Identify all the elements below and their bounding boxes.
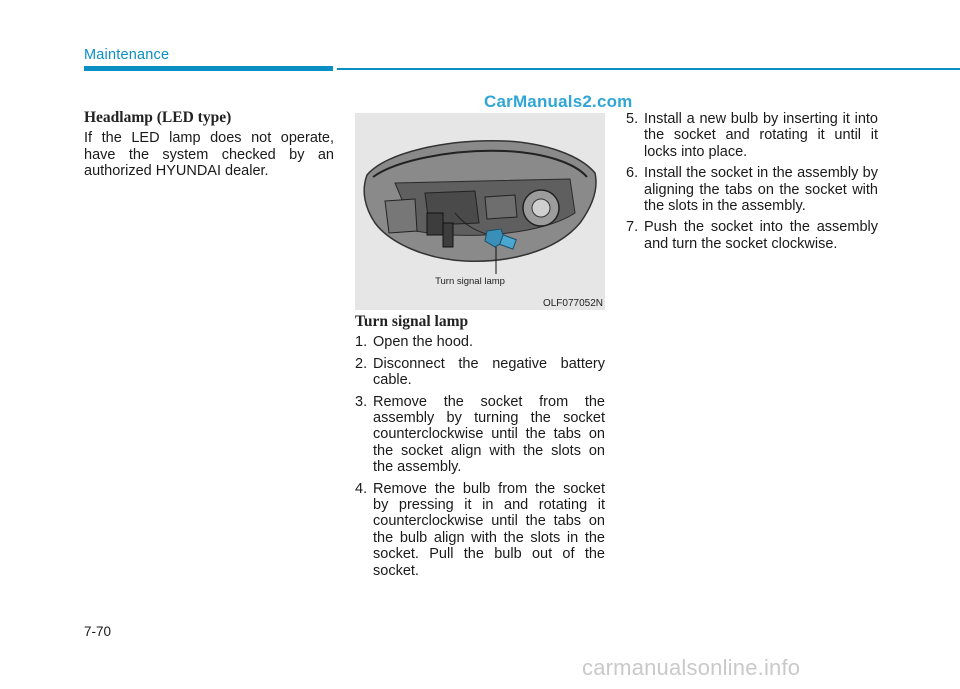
turn-signal-figure — [355, 113, 605, 310]
turn-signal-section-continued — [626, 111, 878, 257]
headlamp-heading: Headlamp (LED type) — [84, 109, 232, 126]
step-text: Install a new bulb by inserting it into the socket and rotating it until it locks into place. — [644, 111, 878, 160]
step-number: 7. — [626, 219, 639, 236]
step-text: Open the hood. — [373, 334, 473, 351]
watermark-carmanualsonline[interactable]: carmanualsonline.info — [582, 655, 801, 680]
step-number: 5. — [626, 111, 639, 127]
step-text: Disconnect the negative battery cable. — [373, 355, 605, 389]
step-number: 1. — [355, 334, 368, 351]
list-item — [355, 481, 605, 579]
step-text: Push the socket into the assembly and turn the socket clockwise. — [644, 219, 878, 252]
steps-list-2 — [626, 111, 878, 252]
list-item — [626, 111, 878, 160]
step-number: 3. — [355, 393, 368, 410]
list-item — [355, 394, 605, 476]
section-title: Maintenance — [84, 47, 170, 63]
step-text: Remove the socket from the assembly by turning the socket counterclockwise until the tabs on the socket align with the slots on the assembly. — [373, 393, 605, 476]
list-item — [355, 356, 605, 389]
turn-signal-lamp-label: Turn signal lamp — [435, 276, 505, 287]
step-number: 4. — [355, 480, 368, 497]
step-text: Remove the bulb from the socket by pressing it in and rotating it counterclockwise until the tabs on the bulb align with the slots in the socket. Pull the bulb out of the socket. — [373, 480, 605, 579]
steps-list-1 — [355, 334, 605, 579]
headlamp-paragraph: If the LED lamp does not operate, have the system checked by an authorized HYUNDAI dealer. — [84, 130, 334, 180]
watermark-carmanuals[interactable]: CarManuals2.com — [484, 92, 633, 111]
step-text: Install the socket in the assembly by aligning the tabs on the socket with the slots in the assembly. — [644, 165, 878, 215]
turn-signal-section — [355, 314, 605, 584]
list-item — [626, 165, 878, 214]
list-item — [355, 334, 605, 350]
header-rule-thick — [84, 66, 333, 71]
page-number: 7-70 — [84, 624, 112, 639]
list-item — [626, 219, 878, 252]
turn-signal-heading: Turn signal lamp — [355, 313, 469, 330]
step-number: 6. — [626, 165, 639, 182]
figure-code: OLF077052N — [542, 298, 603, 309]
step-number: 2. — [355, 355, 368, 372]
headlamp-section — [84, 110, 334, 180]
header-rule-thin — [337, 68, 960, 70]
